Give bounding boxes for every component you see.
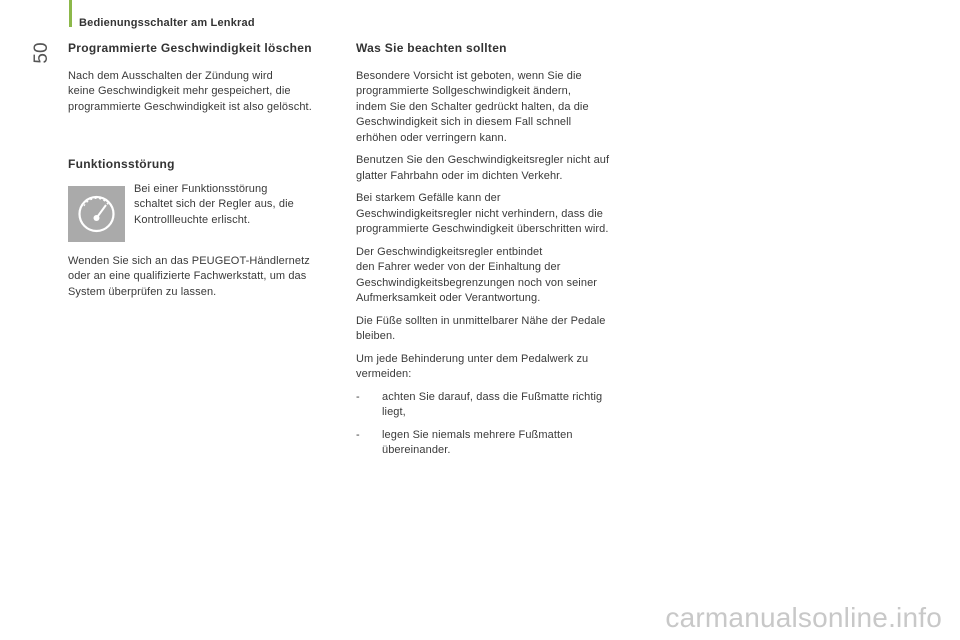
watermark: carmanualsonline.info (665, 602, 942, 633)
paragraph-note-1: Besondere Vorsicht ist geboten, wenn Sie die programmierte Sollgeschwindigkeit ändern, indem Sie den Schalter gedrückt halten, da die Geschwindigkeit sich in diesem Fall schnell erhöhen oder verringern kann. (356, 69, 589, 144)
bullet-text: achten Sie darauf, dass die Fußmatte richtig liegt, (382, 390, 603, 418)
bullet-dash: - (356, 390, 360, 403)
speedometer-icon (68, 186, 125, 242)
paragraph-note-2: Benutzen Sie den Geschwindigkeitsregler nicht auf glatter Fahrbahn oder im dichten Verkehr. (356, 154, 610, 182)
malfunction-text: Bei einer Funktionsstörung schaltet sich der Regler aus, die Kontrollleuchte erlischt. (134, 182, 294, 226)
right-column (356, 41, 636, 466)
heading-malfunction: Funktionsstörung (68, 157, 175, 171)
paragraph-note-6: Um jede Behinderung unter dem Pedalwerk zu vermeiden: (356, 352, 589, 380)
list-item (356, 428, 636, 459)
heading-delete-speed: Programmierte Geschwindigkeit löschen (68, 41, 312, 55)
paragraph-note-3: Bei starkem Gefälle kann der Geschwindigkeitsregler nicht verhindern, dass die programmierte Geschwindigkeit überschritten wird. (356, 192, 609, 235)
paragraph-note-4: Der Geschwindigkeitsregler entbindet den Fahrer weder von der Einhaltung der Geschwindigkeitsbegrenzungen noch von seiner Aufmerksamkeit oder Verantwortung. (356, 245, 598, 304)
paragraph-note-5: Die Füße sollten in unmittelbarer Nähe der Pedale bleiben. (356, 314, 606, 342)
bullet-text: legen Sie niemals mehrere Fußmatten übereinander. (382, 428, 573, 456)
heading-notes: Was Sie beachten sollten (356, 41, 507, 55)
bullet-dash: - (356, 428, 360, 441)
malfunction-block (68, 182, 338, 249)
bullet-list (356, 390, 636, 459)
accent-bar (69, 0, 72, 27)
section-header: Bedienungsschalter am Lenkrad (79, 17, 255, 29)
paragraph-dealer: Wenden Sie sich an das PEUGEOT-Händlernetz oder an eine qualifizierte Fachwerkstatt, um das System überprüfen zu lassen. (68, 254, 310, 298)
list-item (356, 390, 636, 421)
left-column (68, 41, 338, 307)
page-number: 50 (31, 42, 52, 64)
paragraph-delete-speed: Nach dem Ausschalten der Zündung wird keine Geschwindigkeit mehr gespeichert, die programmierte Geschwindigkeit ist also gelöscht. (68, 69, 312, 113)
